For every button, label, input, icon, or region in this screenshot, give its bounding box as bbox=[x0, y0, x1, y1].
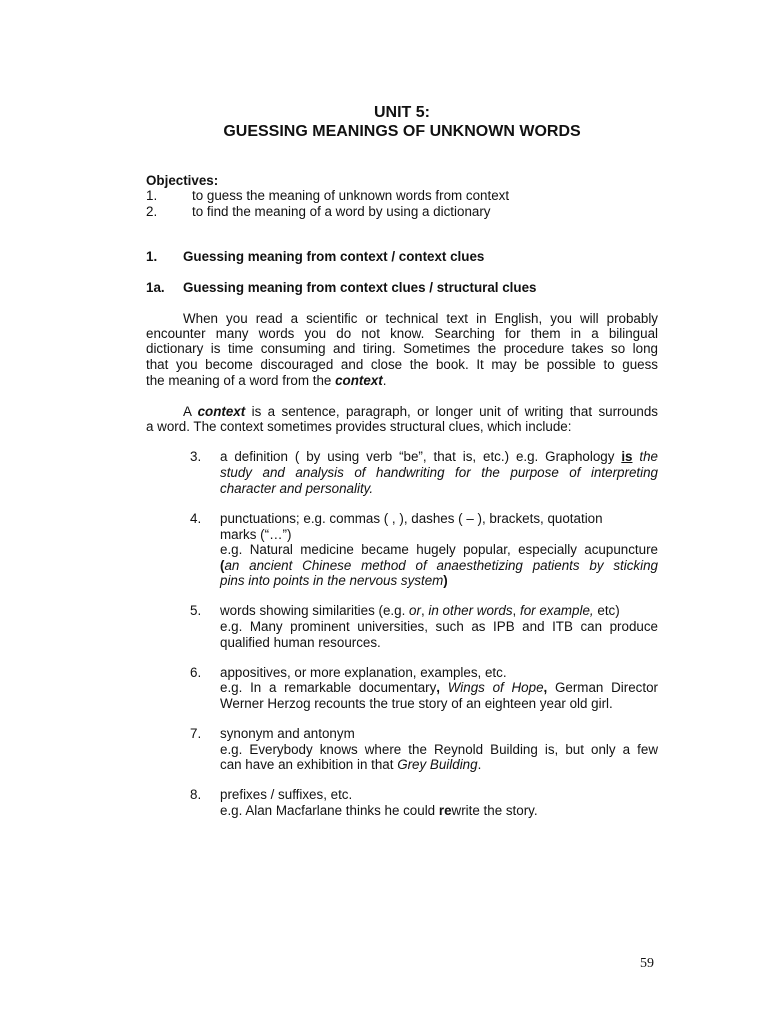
list-item-line: prefixes / suffixes, etc. bbox=[220, 787, 353, 802]
section-heading: Guessing meaning from context / context clues bbox=[183, 249, 485, 264]
list-number: 5. bbox=[190, 603, 202, 618]
list-item-line: study and analysis of handwriting for the purpose of interpreting bbox=[220, 465, 658, 480]
paragraph-line: A context is a sentence, paragraph, or longer unit of writing that surrounds bbox=[183, 404, 658, 419]
objective-number: 2. bbox=[146, 204, 158, 219]
list-item-line: words showing similarities (e.g. or, in other words, for example, etc) bbox=[220, 603, 620, 618]
paragraph-line: a word. The context sometimes provides structural clues, which include: bbox=[146, 419, 572, 434]
list-item-line: e.g. Alan Macfarlane thinks he could rewrite the story. bbox=[220, 803, 538, 818]
context-term: context bbox=[197, 404, 246, 419]
list-item-line: synonym and antonym bbox=[220, 726, 355, 741]
page-number: 59 bbox=[640, 956, 654, 971]
list-number: 6. bbox=[190, 665, 202, 680]
list-number: 3. bbox=[190, 449, 202, 464]
objective-text: to find the meaning of a word by using a dictionary bbox=[192, 204, 491, 219]
list-item-line: marks (“…”) bbox=[220, 527, 292, 542]
unit-number: UNIT 5: bbox=[374, 104, 430, 121]
list-item-line: a definition ( by using verb “be”, that is, etc.) e.g. Graphology is the bbox=[220, 449, 658, 464]
list-item-line: character and personality. bbox=[220, 481, 374, 496]
list-item-line: e.g. Many prominent universities, such as IPB and ITB can produce bbox=[220, 619, 658, 634]
paragraph-line: encounter many words you do not know. Searching for them in a bilingual bbox=[146, 326, 658, 341]
list-number: 7. bbox=[190, 726, 202, 741]
list-item-line: appositives, or more explanation, examples, etc. bbox=[220, 665, 507, 680]
paragraph-line: dictionary is time consuming and tiring. Sometimes the procedure takes so long bbox=[146, 341, 658, 356]
objective-number: 1. bbox=[146, 188, 158, 203]
list-item-line: qualified human resources. bbox=[220, 635, 381, 650]
subsection-heading: Guessing meaning from context clues / structural clues bbox=[183, 280, 537, 295]
list-item-line: (an ancient Chinese method of anaesthetizing patients by sticking bbox=[220, 558, 658, 573]
subsection-number: 1a. bbox=[146, 280, 165, 295]
list-item-line: Werner Herzog recounts the true story of an eighteen year old girl. bbox=[220, 696, 613, 711]
paragraph-line: that you become discouraged and close the book. It may be possible to guess bbox=[146, 357, 658, 372]
context-term: context bbox=[335, 373, 383, 388]
objectives-heading: Objectives: bbox=[146, 173, 219, 188]
emphasis-is: is bbox=[621, 449, 633, 464]
paragraph-line: the meaning of a word from the context. bbox=[146, 373, 387, 388]
list-item-line: e.g. Natural medicine became hugely popular, especially acupuncture bbox=[220, 542, 658, 557]
list-number: 4. bbox=[190, 511, 202, 526]
list-item-line: can have an exhibition in that Grey Building. bbox=[220, 757, 482, 772]
section-number: 1. bbox=[146, 249, 158, 264]
objective-text: to guess the meaning of unknown words from context bbox=[192, 188, 510, 203]
page-title: GUESSING MEANINGS OF UNKNOWN WORDS bbox=[223, 123, 581, 140]
list-number: 8. bbox=[190, 787, 202, 802]
documentary-title: Wings of Hope bbox=[440, 680, 544, 695]
paragraph-line: When you read a scientific or technical text in English, you will probably bbox=[183, 311, 658, 326]
list-item-line: e.g. Everybody knows where the Reynold Building is, but only a few bbox=[220, 742, 658, 757]
list-item-line: e.g. In a remarkable documentary, Wings of Hope, German Director bbox=[220, 680, 658, 695]
list-item-line: pins into points in the nervous system) bbox=[220, 573, 448, 588]
list-item-line: punctuations; e.g. commas ( , ), dashes ( – ), brackets, quotation bbox=[220, 511, 603, 526]
